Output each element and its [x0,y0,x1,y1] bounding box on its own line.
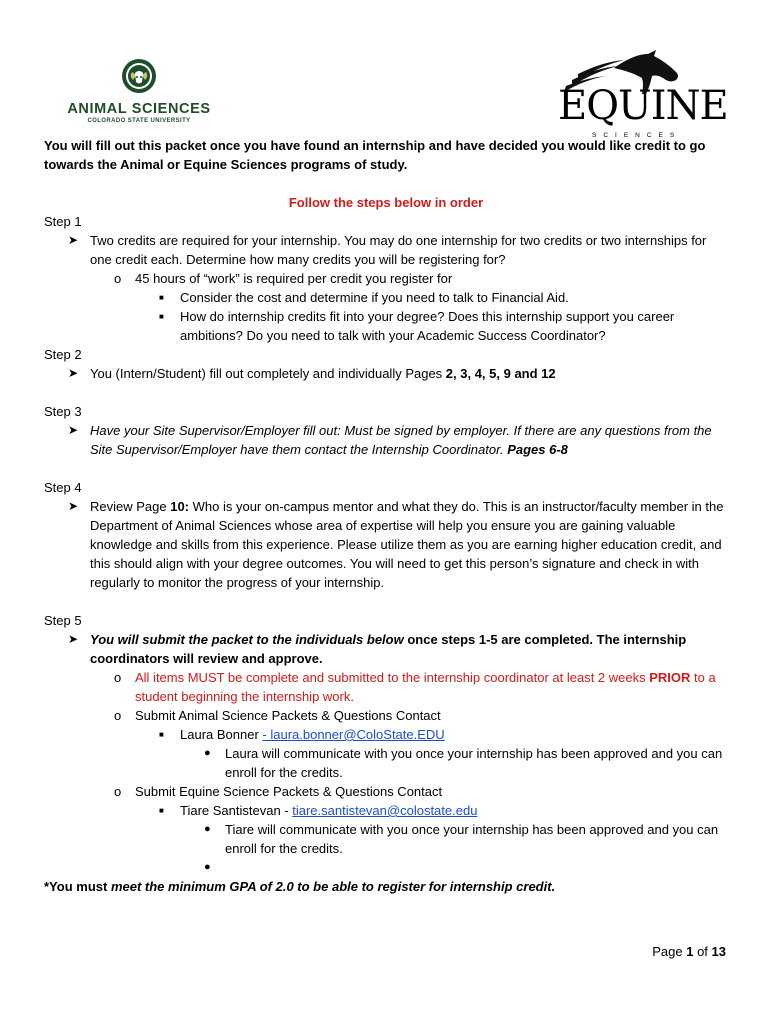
square-bullet-icon: ■ [159,730,164,739]
step3-item: ➤ Have your Site Supervisor/Employer fill out: Must be signed by employer. If there are any questions from the Site Supervisor/Employer have them contact the Internship Coordinator. Pages 6-8 [68,423,712,457]
arrow-bullet-icon: ➤ [68,632,79,646]
step5-animal-note: ● Laura will communicate with you once your internship has been approved and you can enroll for the credits. [204,746,723,780]
empty-bullet-item [44,858,728,877]
arrow-bullet-icon: ➤ [68,499,79,513]
equine-wordmark: EQUINE [558,83,728,129]
total-pages: 13 [711,944,726,959]
dot-bullet-icon: ● [204,747,211,759]
step5-label: Step 5 [44,613,82,628]
intro-paragraph: You will fill out this packet once you have found an internship and have decided you would like credit to go towards the Animal or Equine Sciences programs of study. [44,138,706,172]
step4-item: ➤ Review Page 10: Who is your on-campus mentor and what they do. This is an instructor/faculty member in the Department of Animal Sciences whose area of expertise will help you ensure you are gaining valuable knowledge and skills from this experience. Please utilize them as you are earning higher education credit, and this should align with your degree outcomes. You will need to get this person’s signature and check in with regularly to monitor the progress of your internship. [68,499,724,590]
circle-bullet-icon: o [114,784,122,799]
step5-equine-contact: ■ Tiare Santistevan - tiare.santistevan@colostate.edu [159,803,478,818]
step3-label: Step 3 [44,404,82,419]
step1-item: ➤ Two credits are required for your internship. You may do one internship for two credits or two internships for one credit each. Determine how many credits you will be registering for? [68,233,707,267]
animal-contact-email-link[interactable]: - laura.bonner@ColoState.EDU [262,727,445,742]
step5-item: ➤ You will submit the packet to the individuals below once steps 1-5 are completed. The internship coordinators will review and approve. [68,632,687,666]
circle-bullet-icon: o [114,670,122,685]
step1-subitem: o 45 hours of “work” is required per credit you register for [114,271,453,286]
dot-bullet-icon: ● [204,861,211,873]
step2-label: Step 2 [44,347,82,362]
arrow-bullet-icon: ➤ [68,233,79,247]
step5-equine-contact-heading: o Submit Equine Science Packets & Questions Contact [114,784,443,799]
logo-title: ANIMAL SCIENCES [67,101,211,117]
square-bullet-icon: ■ [159,312,164,321]
page-number: Page 1 of 13 [652,944,726,959]
dot-bullet-icon: ● [204,823,211,835]
circle-bullet-icon: o [114,708,122,723]
step1-subsubitem-financial-aid: ■ Consider the cost and determine if you need to talk to Financial Aid. [159,290,569,305]
current-page: 1 [686,944,694,959]
instruction-heading: Follow the steps below in order [288,195,484,210]
animal-sciences-logo [64,58,214,128]
square-bullet-icon: ■ [159,293,164,302]
arrow-bullet-icon: ➤ [68,423,79,437]
step4-label: Step 4 [44,480,82,495]
circle-bullet-icon: o [114,271,122,286]
step5-animal-contact-heading: o Submit Animal Science Packets & Questions Contact [114,708,441,723]
equine-subtitle: SCIENCES [592,132,682,139]
square-bullet-icon: ■ [159,806,164,815]
step3-pages: Pages 6-8 [507,442,568,457]
step1-label: Step 1 [44,214,82,229]
step5-equine-note: ● Tiare will communicate with you once your internship has been approved and you can enroll for the credits. [204,822,719,856]
equine-contact-email-link[interactable]: tiare.santistevan@colostate.edu [292,803,478,818]
step2-item: ➤ You (Intern/Student) fill out completely and individually Pages 2, 3, 4, 5, 9 and 12 [68,366,556,381]
document-body [44,136,728,896]
step5-deadline-note: o All items MUST be complete and submitted to the internship coordinator at least 2 weeks PRIOR to a student beginning the internship work. [114,670,716,704]
gpa-requirement-note: *You must meet the minimum GPA of 2.0 to be able to register for internship credit. [44,879,556,894]
step1-subsubitem-degree: ■ How do internship credits fit into your degree? Does this internship support you career ambitions? Do you need to talk with your Academic Success Coordinator? [159,309,675,343]
csu-ram-emblem-icon [121,58,157,94]
arrow-bullet-icon: ➤ [68,366,79,380]
logo-subtitle: COLORADO STATE UNIVERSITY [87,118,191,124]
equine-sciences-logo [558,50,728,139]
step5-animal-contact: ■ Laura Bonner - laura.bonner@ColoState.EDU [159,727,445,742]
step2-pages: 2, 3, 4, 5, 9 and 12 [445,366,556,381]
